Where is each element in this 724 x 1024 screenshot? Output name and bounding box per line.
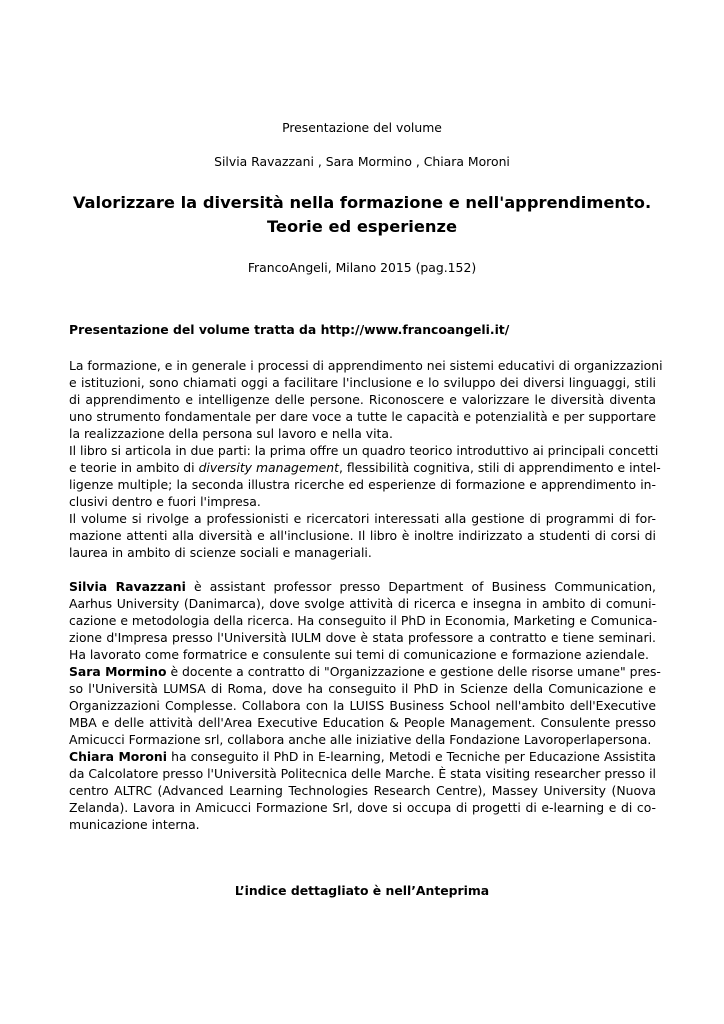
publisher-line: FrancoAngeli, Milano 2015 (pag.152) (247, 260, 477, 275)
bio-line: so l'Università LUMSA di Roma, dove ha conseguito il PhD in Scienze della Comunicazione e (69, 681, 656, 696)
page-title (40, 191, 684, 239)
bio-text: ha conseguito il PhD in E-learning, Metodi e Tecniche per Educazione Assistita (167, 749, 656, 764)
author-name-ravazzani: Silvia Ravazzani (69, 579, 186, 594)
bio-line (69, 748, 656, 765)
title-line-2: Teorie ed esperienze (266, 217, 458, 236)
intro-paragraphs (69, 357, 663, 561)
intro-text: e teorie in ambito di (69, 460, 199, 475)
bio-line: Amicucci Formazione srl, collabora anche alle iniziative della Fondazione Lavoroperlapersona. (69, 732, 652, 747)
author-name-moroni: Chiara Moroni (69, 749, 167, 764)
bio-text: è docente a contratto di "Organizzazione e gestione delle risorse umane" pres- (166, 664, 661, 679)
intro-line: Il volume si rivolge a professionisti e ricercatori interessati alla gestione di programmi di for- (69, 511, 656, 526)
intro-line: Il libro si articola in due parti: la prima offre un quadro teorico introduttivo ai principali concetti (69, 443, 659, 458)
intro-line: laurea in ambito di scienze sociali e manageriali. (69, 545, 372, 560)
intro-line: e istituzioni, sono chiamati oggi a facilitare l'inclusione e lo sviluppo dei diversi linguaggi, stili (69, 375, 656, 390)
bio-line (69, 578, 656, 595)
diversity-management-term: diversity management (198, 460, 339, 475)
bio-line: municazione interna. (69, 817, 200, 832)
intro-line: ligenze multiple; la seconda illustra ricerche ed esperienze di formazione e apprendimento in- (69, 477, 656, 492)
intro-line: La formazione, e in generale i processi di apprendimento nei sistemi educativi di organizzazioni (69, 358, 663, 373)
bio-line: Zelanda). Lavora in Amicucci Formazione Srl, dove si occupa di progetti di e-learning e di co- (69, 800, 656, 815)
authors-line: Silvia Ravazzani , Sara Mormino , Chiara Moroni (214, 154, 510, 169)
author-name-mormino: Sara Mormino (69, 664, 167, 679)
bio-line: centro ALTRC (Advanced Learning Technologies Research Centre), Massey University (Nuova (69, 783, 656, 798)
intro-line: di apprendimento e intelligenze delle persone. Riconoscere e valorizzare le diversità diventa (69, 392, 656, 407)
bio-line: Organizzazioni Complesse. Collabora con la LUISS Business School nell'ambito dell'Executive (69, 698, 656, 713)
intro-line: la realizzazione della persona sul lavoro e nella vita. (69, 426, 393, 441)
title-line-1: Valorizzare la diversità nella formazione e nell'apprendimento. (72, 193, 652, 212)
intro-text: , flessibilità cognitiva, stili di apprendimento e intel- (338, 460, 661, 475)
bio-text: è assistant professor presso Department of Business Communication, (185, 579, 656, 594)
intro-line: uno strumento fondamentale per dare voce a tutte le capacità e potenzialità e per supportare (69, 409, 656, 424)
bio-line: cazione e metodologia della ricerca. Ha conseguito il PhD in Economia, Marketing e Comunica- (69, 613, 658, 628)
bio-line: MBA e delle attività dell'Area Executive Education & People Management. Consulente presso (69, 715, 656, 730)
kicker: Presentazione del volume (282, 120, 442, 135)
author-bios (69, 578, 661, 833)
bio-line: Aarhus University (Danimarca), dove svolge attività di ricerca e insegna in ambito di comuni- (69, 596, 656, 611)
intro-line: mazione attenti alla diversità e all'inclusione. Il libro è inoltre indirizzato a studenti di corsi di (69, 528, 656, 543)
bio-line: Ha lavorato come formatrice e consulente sui temi di comunicazione e formazione aziendale. (69, 647, 649, 662)
intro-line (69, 459, 661, 476)
preview-note: L’indice dettagliato è nell’Anteprima (234, 883, 490, 898)
source-line: Presentazione del volume tratta da http://www.francoangeli.it/ (69, 322, 510, 337)
bio-line (69, 663, 661, 680)
bio-line: da Calcolatore presso l'Università Politecnica delle Marche. È stata visiting researcher presso il (69, 766, 656, 781)
intro-line: clusivi dentro e fuori l'impresa. (69, 494, 261, 509)
bio-line: zione d'Impresa presso l'Università IULM dove è stata professore a contratto e tiene seminari. (69, 630, 656, 645)
